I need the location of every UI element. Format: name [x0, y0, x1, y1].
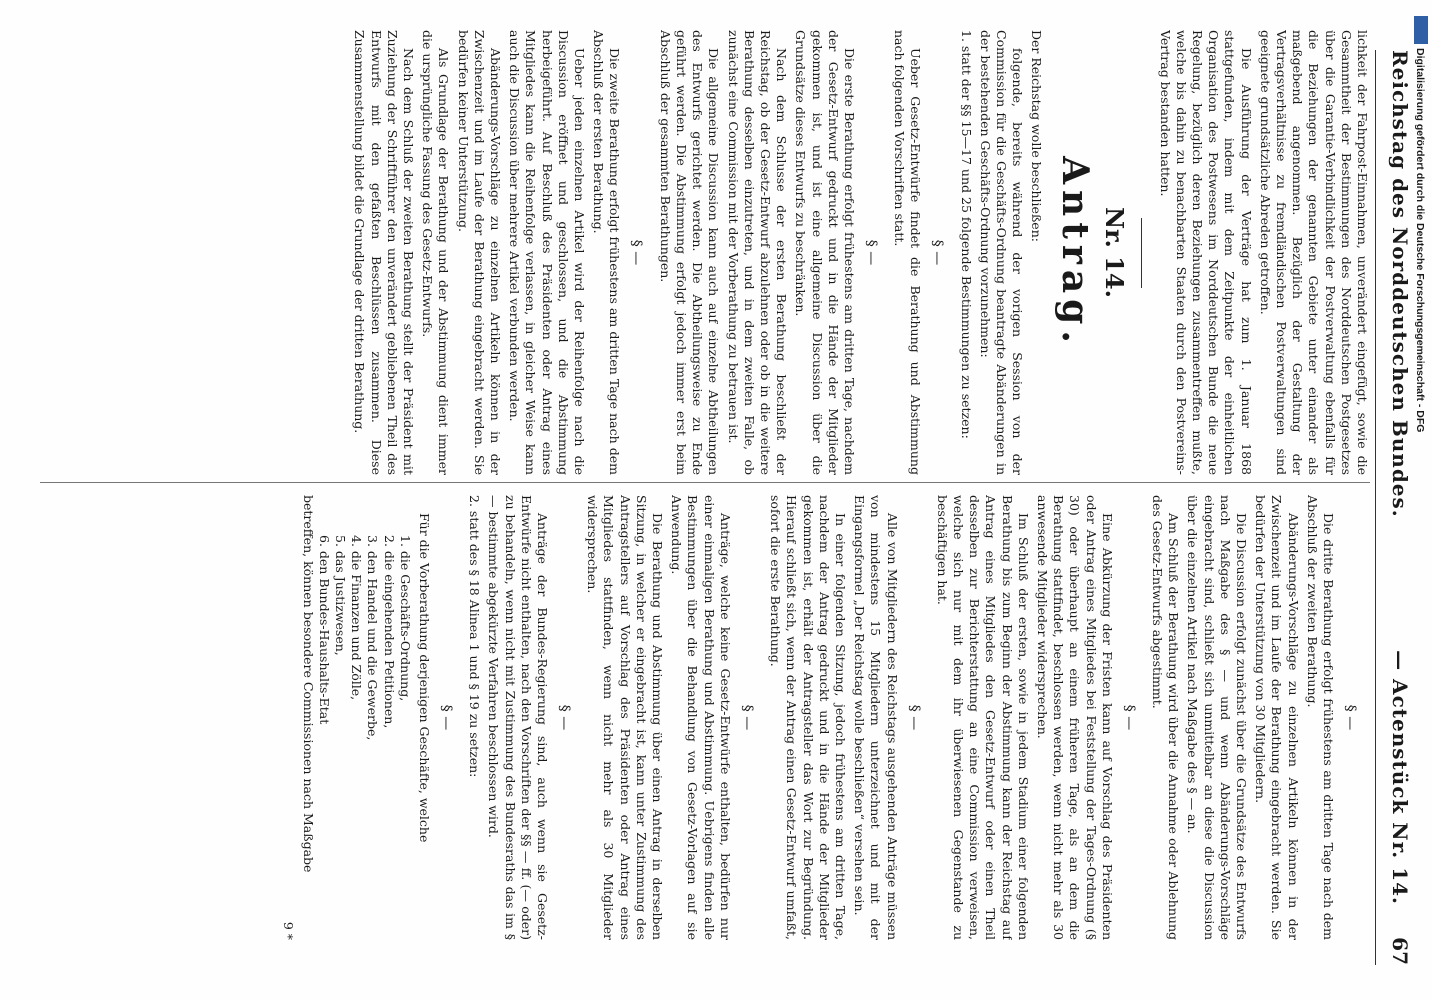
paragraph: Die zweite Berathung erfolgt frühestens am dritten Tage nach dem Abschluß der ersten Berathung.: [591, 30, 623, 475]
catchword: 9 *: [281, 921, 297, 940]
paragraph: Alle von Mitgliedern des Reichstags ausgehenden Anträge müssen von mindestens 15 Mitgliedern unterzeichnet und mit der Eingangsformel „Der Reichstag wolle beschließen“ versehen sein.: [852, 495, 900, 940]
section-mark: § —: [862, 239, 879, 266]
paragraph: Abänderungs-Vorschläge zu einzelnen Artikeln können in der Zwischenzeit und im Laufe der Berathung eingebracht werden. Sie bedürfen keiner Unterstützung.: [455, 30, 504, 475]
column-divider: [40, 482, 1370, 483]
list-item: 3. den Handel und die Gewerbe,: [365, 535, 381, 741]
paragraph: Die Discussion erfolgt zunächst über die Grundsätze des Entwurfs nach Maßgabe des § — und wenn Abänderungs-Vorschläge eingebracht sind, schließt sich unmittelbar an diese die Discussion über die einzelnen Artikel nach Maßgabe des § — an.: [1185, 495, 1249, 940]
list-item: 6. den Bundes-Haushalts-Etat: [316, 535, 332, 725]
paragraph: Anträge, welche keine Gesetz-Entwürfe enthalten, bedürfen nur einer einmaligen Berathung und Abstimmung. Uebrigens finden alle Bestimmungen über die Behandlung von Gesetz-Vorlagen auf sie Anwendung.: [669, 495, 733, 940]
digitization-credit: [1410, 8, 1430, 993]
list-item: 1. statt der §§ 15—17 und 25 folgende Bestimmungen zu setzen:: [958, 30, 974, 439]
paragraph: Ueber jeden einzelnen Artikel wird der Reihenfolge nach die Discussion eröffnet und geschlossen, und die Abstimmung herbeigeführt. Auf Beschluß des Präsidenten oder Antrag eines Mitgliedes kann die Reihenfolge verlassen, in gleicher Weise kann auch die Discussion über mehrere Artikel verbunden werden.: [507, 30, 588, 475]
digitization-credit-text: Digitalisierung gefördert durch die Deutsche Forschungsgemeinschaft - DFG: [1414, 48, 1426, 433]
list-item: 4. die Finanzen und Zölle,: [349, 535, 365, 701]
paragraph: Für die Vorberathung derjenigen Geschäfte, welche: [417, 513, 433, 843]
separator-rule: [1141, 218, 1142, 288]
paragraph: Die allgemeine Discussion kann auch auf einzelne Abtheilungen des Entwurfs gerichtet werden. Die Abtheilungsweise zu Ende geführt werden. Die Abstimmung erfolgt jedoch immer erst beim Abschluß der gesammten Berathungen.: [657, 30, 722, 475]
paragraph: Anträge der Bundes-Regierung sind, auch wenn sie Gesetz-Entwürfe nicht enthalten, nach den Vorschriften der §§ — ff. (— oder) zu behandeln, wenn nicht mit Zustimmung des Bundesraths das im § — bestimmte abgekürzte Verfahren beschlossen wird.: [486, 495, 551, 940]
section-mark: § —: [738, 704, 755, 731]
paragraph: Ueber Gesetz-Entwürfe findet die Berathung und Abstimmung nach folgenden Vorschriften statt.: [892, 30, 924, 475]
paragraph: Die Ausführung der Verträge hat zum 1. Januar 1868 stattgefunden, indem mit dem Zeitpunkte der einheitlichen Organisation des Postwesens im Norddeutschen Bunde die neue Regelung, bezüglich deren Beziehungen zusammentreffen mußte, welche bis dahin zu benachbarten Staaten durch den Postvereins-Vertrag bestanden hatten.: [1157, 30, 1254, 475]
list-item: 2. die eingehenden Petitionen,: [381, 535, 397, 729]
section-mark: § —: [556, 704, 573, 731]
paragraph: Im Schluß der ersten, sowie in jedem Stadium einer folgenden Berathung bis zum Beginn der Abstimmung kann der Reichstag auf Antrag eines Mitgliedes den Gesetz-Entwurf oder einen Theil desselben zur Berichterstattung an eine Commission verweisen, welche sich nur mit dem ihr überwiesenen Gegenstande zu beschäftigen hat.: [934, 495, 1031, 940]
paragraph: Die dritte Berathung erfolgt frühestens am dritten Tage nach dem Abschluß der zweiten Berathung.: [1304, 495, 1336, 940]
section-mark: § —: [438, 704, 455, 731]
paragraph: Nach dem Schluß der zweiten Berathung stellt der Präsident mit Zuziehung der Schriftführer den unverändert gebliebenen Theil des Entwurfs mit den gefaßten Beschlüssen zusammen. Diese Zusammenstellung bildet die Grundlage der dritten Berathung.: [352, 30, 417, 475]
paragraph: betreffen, können besondere Commissionen nach Maßgabe: [300, 495, 316, 873]
right-column: [25, 495, 1370, 940]
left-column: [25, 30, 1370, 475]
paragraph: Die erste Berathung erfolgt frühestens am dritten Tage, nachdem der Gesetz-Entwurf gedruckt und in die Hände der Mitglieder gekommen ist, und ist eine allgemeine Discussion über die Grundsätze dieses Entwurfs zu beschränken.: [793, 30, 857, 475]
section-mark: § —: [1120, 704, 1137, 731]
section-mark: § —: [1342, 704, 1358, 731]
paragraph: Abänderungs-Vorschläge zu einzelnen Artikeln können in der Zwischenzeit und im Laufe der Berathung eingebracht werden. Sie bedürfen der Unterstützung von 30 Mitgliedern.: [1253, 495, 1301, 940]
paragraph: Nach dem Schlusse der ersten Berathung beschließt der Reichstag, ob der Gesetz-Entwurf abzulehnen oder ob in die weitere Berathung desselben einzutreten, und in dem zweiten Falle, ob zunächst eine Commission mit der Vorberathung zu betrauen ist.: [725, 30, 790, 475]
section-mark: § —: [628, 239, 645, 266]
paragraph: In einer folgenden Sitzung, jedoch frühestens am dritten Tage, nachdem der Antrag gedruckt und in die Hände der Mitglieder gekommen ist, erhält der Antragsteller das Wort zur Begründung. Hierauf schließt sich, wenn der Antrag einen Gesetz-Entwurf umfaßt, sofort die erste Berathung.: [768, 495, 848, 940]
paragraph: Die Berathung und Abstimmung über einen Antrag in derselben Sitzung, in welcher er eingebracht ist, kann unter Zustimmung des Antragstellers auf Vorschlag des Präsidenten oder Antrag eines Mitgliedes stattfinden, wenn nicht mehr als 30 Mitglieder widersprechen.: [585, 495, 666, 940]
header-document-number: — Actenstück Nr. 14.: [1388, 650, 1412, 905]
section-mark: § —: [929, 239, 946, 266]
paragraph: Am Schluß der Berathung wird über die Annahme oder Ablehnung des Gesetz-Entwurfs abgestimmt.: [1149, 495, 1182, 940]
paragraph: Als Grundlage der Berathung und der Abstimmung dient immer die ursprüngliche Fassung des Gesetz-Entwurfs.: [420, 30, 452, 475]
enumerated-list: [316, 535, 413, 940]
intro-line: Der Reichstag wolle beschließen:: [1029, 30, 1045, 242]
paragraph: Eine Abkürzung der Fristen kann auf Vorschlag des Präsidenten oder Antrag eines Mitgliedes bei Feststellung der Tages-Ordnung (§ 30) oder überhaupt an einem früheren Tage, als an dem die Berathung stattfindet, beschlossen werden, wenn nicht mehr als 30 anwesende Mitglieder widersprechen.: [1034, 495, 1115, 940]
list-item: 2. statt des § 18 Alinea 1 und § 19 zu setzen:: [467, 495, 483, 778]
document-number-heading: Nr. 14.: [1100, 207, 1130, 298]
page-number: 67: [1388, 937, 1412, 965]
list-item: 1. die Geschäfts-Ordnung,: [397, 535, 413, 702]
paragraph: lichkeit der Fahrpost-Einnahmen, unverändert eingefügt, sowie die Gesammtheit der Bestimmungen des Norddeutschen Postgesetzes über die Garantie-Verbindlichkeit der Postverwaltung ebenfalls für die Beziehungen der genannten Gebiete unter einander als maßgebend angenommen. Bezüglich der Gestaltung der Vertragsverhältnisse zu fremdländischen Postverwaltungen sind geeignete grundsätzliche Abreden getroffen.: [1257, 30, 1370, 475]
list-item: 5. das Justizwesen,: [333, 535, 349, 656]
header-title: Reichstag des Norddeutschen Bundes.: [1388, 50, 1412, 518]
document-title-antrag: Antrag.: [1054, 156, 1097, 349]
section-mark: § —: [905, 704, 922, 731]
paragraph: folgende, bereits während der vorigen Session von der Commission für die Geschäfts-Ordnung beantragte Abänderungen in der bestehenden Geschäfts-Ordnung vorzunehmen:: [977, 30, 1026, 475]
